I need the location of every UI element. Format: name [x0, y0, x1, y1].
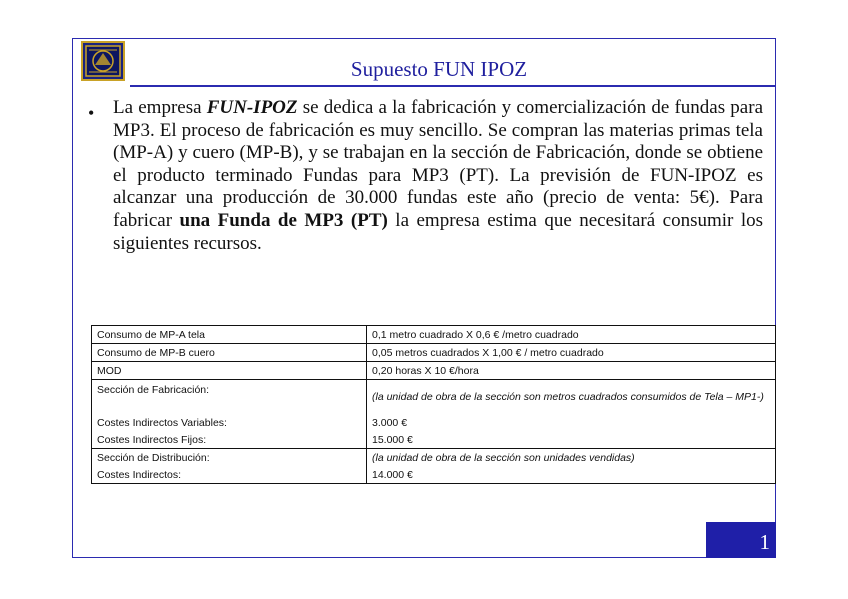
row-value: 0,1 metro cuadrado X 0,6 € /metro cuadrado [367, 326, 776, 344]
table-row [92, 414, 776, 431]
product-emphasis: una Funda de MP3 (PT) [179, 209, 388, 231]
row-label: Consumo de MP-B cuero [92, 344, 367, 362]
row-value: 14.000 € [367, 466, 776, 484]
title-divider [130, 85, 776, 87]
table-row [92, 362, 776, 380]
bullet-marker: • [88, 103, 95, 123]
row-value: 15.000 € [367, 431, 776, 449]
table-row [92, 431, 776, 449]
page-number: 1 [706, 522, 776, 558]
distribution-note: (la unidad de obra de la sección son unidades vendidas) [367, 449, 776, 467]
table-row [92, 326, 776, 344]
row-value: 0,05 metros cuadrados X 1,00 € / metro cuadrado [367, 344, 776, 362]
row-label: Costes Indirectos: [92, 466, 367, 484]
distribution-header-row [92, 449, 776, 467]
row-value: 0,20 horas X 10 €/hora [367, 362, 776, 380]
fabrication-note: (la unidad de obra de la sección son metros cuadrados consumidos de Tela – MP1-) [367, 380, 776, 415]
para-text-3: la empresa estima que necesitará consumir los siguientes recursos. [113, 209, 763, 254]
row-label: Consumo de MP-A tela [92, 326, 367, 344]
para-text-1: La empresa [113, 97, 207, 118]
row-label: MOD [92, 362, 367, 380]
row-value: 3.000 € [367, 414, 776, 431]
intro-paragraph [113, 97, 763, 255]
row-label: Costes Indirectos Fijos: [92, 431, 367, 449]
fabrication-header: Sección de Fabricación: [92, 380, 367, 415]
table-row [92, 344, 776, 362]
company-name: FUN-IPOZ [206, 97, 298, 118]
cost-table [91, 325, 776, 484]
slide-title: Supuesto FUN IPOZ [350, 57, 528, 81]
distribution-header: Sección de Distribución: [92, 449, 367, 467]
para-text-2: se dedica a la fabricación y comercialización de fundas para MP3. El proceso de fabricación es muy sencillo. Se compran las materias primas tela (MP-A) y cuero (MP-B), y se trabajan en la sección de Fabricación, donde se obtiene el producto terminado Fundas para MP3 (PT). La previsión de FUN-IPOZ es alcanzar una producción de 30.000 fundas este año (precio de venta: 5€). Para fabricar [113, 97, 763, 231]
row-label: Costes Indirectos Variables: [92, 414, 367, 431]
table-row [92, 466, 776, 484]
fabrication-header-row [92, 380, 776, 415]
